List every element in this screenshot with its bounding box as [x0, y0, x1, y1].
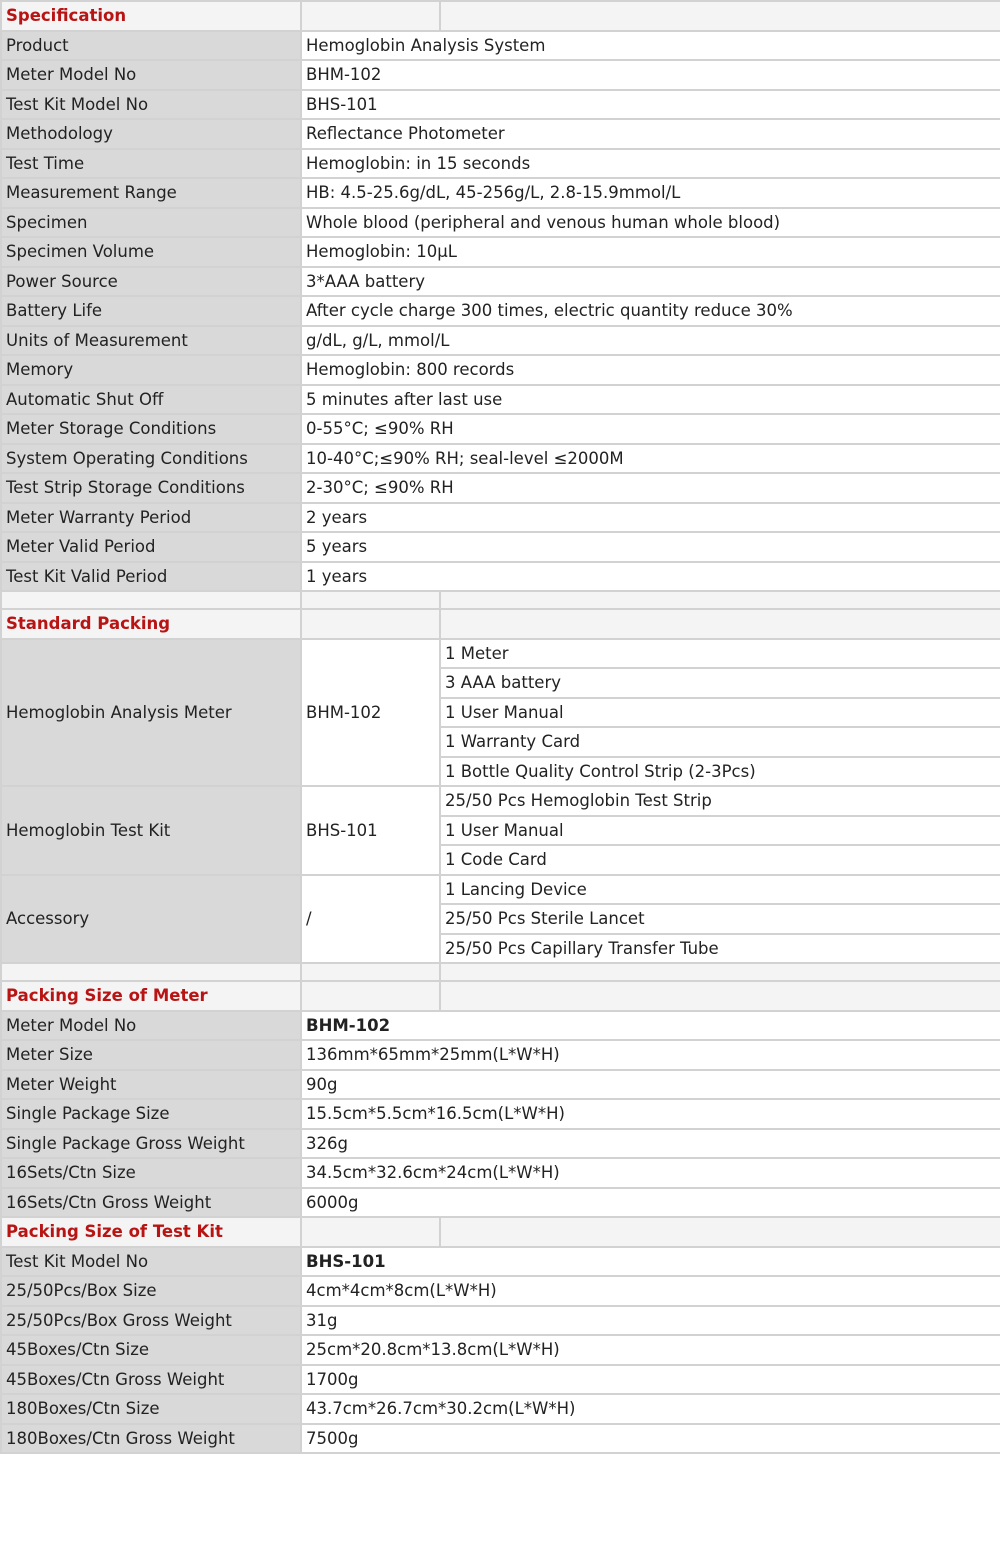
row-value: BHM-102 — [301, 1011, 1000, 1041]
row-value: g/dL, g/L, mmol/L — [301, 326, 1000, 356]
row-label: Measurement Range — [1, 178, 301, 208]
packing-item: 25/50 Pcs Sterile Lancet — [440, 904, 1000, 934]
packing-item: 1 Warranty Card — [440, 727, 1000, 757]
row-label: Meter Weight — [1, 1070, 301, 1100]
packing-item: 1 User Manual — [440, 698, 1000, 728]
row-value: 7500g — [301, 1424, 1000, 1454]
spacer-row — [1, 963, 1000, 981]
row-value: 34.5cm*32.6cm*24cm(L*W*H) — [301, 1158, 1000, 1188]
kit-row — [1, 1335, 1000, 1365]
packing-item: 1 User Manual — [440, 816, 1000, 846]
spec-row-power-source — [1, 267, 1000, 297]
row-value: 3*AAA battery — [301, 267, 1000, 297]
section-header-standard-packing — [1, 609, 1000, 639]
packing-row — [1, 786, 1000, 816]
packing-item: 1 Meter — [440, 639, 1000, 669]
kit-row — [1, 1247, 1000, 1277]
row-value: 326g — [301, 1129, 1000, 1159]
row-value: 136mm*65mm*25mm(L*W*H) — [301, 1040, 1000, 1070]
spec-row-strip-storage — [1, 473, 1000, 503]
packing-row — [1, 639, 1000, 669]
packing-item: 25/50 Pcs Hemoglobin Test Strip — [440, 786, 1000, 816]
packing-group-model: BHS-101 — [301, 786, 440, 875]
row-label: 45Boxes/Ctn Size — [1, 1335, 301, 1365]
row-value: Reflectance Photometer — [301, 119, 1000, 149]
row-label: Meter Model No — [1, 1011, 301, 1041]
section-title: Packing Size of Meter — [1, 981, 301, 1011]
kit-row — [1, 1306, 1000, 1336]
row-value: Whole blood (peripheral and venous human whole blood) — [301, 208, 1000, 238]
row-value: 43.7cm*26.7cm*30.2cm(L*W*H) — [301, 1394, 1000, 1424]
spec-row-meter-storage — [1, 414, 1000, 444]
packing-group-name: Accessory — [1, 875, 301, 964]
packing-row — [1, 875, 1000, 905]
packing-group-name: Hemoglobin Analysis Meter — [1, 639, 301, 787]
row-value: 0-55°C; ≤90% RH — [301, 414, 1000, 444]
row-value: HB: 4.5-25.6g/dL, 45-256g/L, 2.8-15.9mmol/L — [301, 178, 1000, 208]
row-value: 5 years — [301, 532, 1000, 562]
spec-row-units — [1, 326, 1000, 356]
packing-item: 3 AAA battery — [440, 668, 1000, 698]
row-value: Hemoglobin: in 15 seconds — [301, 149, 1000, 179]
meter-row — [1, 1158, 1000, 1188]
spec-row-meter-valid — [1, 532, 1000, 562]
row-label: Test Kit Valid Period — [1, 562, 301, 592]
row-label: Methodology — [1, 119, 301, 149]
row-label: Memory — [1, 355, 301, 385]
meter-row — [1, 1011, 1000, 1041]
row-label: Automatic Shut Off — [1, 385, 301, 415]
row-label: System Operating Conditions — [1, 444, 301, 474]
row-label: Test Time — [1, 149, 301, 179]
spec-row-kit-model — [1, 90, 1000, 120]
row-label: Test Strip Storage Conditions — [1, 473, 301, 503]
spec-row-kit-valid — [1, 562, 1000, 592]
row-label: 16Sets/Ctn Size — [1, 1158, 301, 1188]
row-label: Meter Valid Period — [1, 532, 301, 562]
row-label: Meter Warranty Period — [1, 503, 301, 533]
kit-row — [1, 1394, 1000, 1424]
section-title: Specification — [1, 1, 301, 31]
row-value: 6000g — [301, 1188, 1000, 1218]
row-value: 90g — [301, 1070, 1000, 1100]
spec-row-test-time — [1, 149, 1000, 179]
packing-group-name: Hemoglobin Test Kit — [1, 786, 301, 875]
row-label: 25/50Pcs/Box Size — [1, 1276, 301, 1306]
packing-group-model: / — [301, 875, 440, 964]
spec-row-battery-life — [1, 296, 1000, 326]
spec-row-operating — [1, 444, 1000, 474]
row-value: 2-30°C; ≤90% RH — [301, 473, 1000, 503]
section-header-specification — [1, 1, 1000, 31]
packing-item: 25/50 Pcs Capillary Transfer Tube — [440, 934, 1000, 964]
row-value: 1 years — [301, 562, 1000, 592]
section-header-kit-packing — [1, 1217, 1000, 1247]
row-value: Hemoglobin Analysis System — [301, 31, 1000, 61]
row-label: Meter Model No — [1, 60, 301, 90]
meter-row — [1, 1129, 1000, 1159]
packing-item: 1 Lancing Device — [440, 875, 1000, 905]
spec-row-memory — [1, 355, 1000, 385]
kit-row — [1, 1276, 1000, 1306]
row-label: Units of Measurement — [1, 326, 301, 356]
row-value: BHS-101 — [301, 1247, 1000, 1277]
row-label: Specimen — [1, 208, 301, 238]
row-label: 16Sets/Ctn Gross Weight — [1, 1188, 301, 1218]
row-value: BHM-102 — [301, 60, 1000, 90]
row-label: Single Package Size — [1, 1099, 301, 1129]
section-title: Standard Packing — [1, 609, 301, 639]
row-label: Test Kit Model No — [1, 90, 301, 120]
row-label: Single Package Gross Weight — [1, 1129, 301, 1159]
row-label: Power Source — [1, 267, 301, 297]
row-value: 4cm*4cm*8cm(L*W*H) — [301, 1276, 1000, 1306]
row-value: 5 minutes after last use — [301, 385, 1000, 415]
row-label: Meter Size — [1, 1040, 301, 1070]
row-label: Meter Storage Conditions — [1, 414, 301, 444]
spec-row-auto-shut-off — [1, 385, 1000, 415]
kit-row — [1, 1424, 1000, 1454]
row-label: 180Boxes/Ctn Size — [1, 1394, 301, 1424]
spec-row-warranty — [1, 503, 1000, 533]
row-value: Hemoglobin: 10μL — [301, 237, 1000, 267]
spec-row-methodology — [1, 119, 1000, 149]
row-value: 15.5cm*5.5cm*16.5cm(L*W*H) — [301, 1099, 1000, 1129]
row-label: 25/50Pcs/Box Gross Weight — [1, 1306, 301, 1336]
kit-row — [1, 1365, 1000, 1395]
row-label: 45Boxes/Ctn Gross Weight — [1, 1365, 301, 1395]
row-label: Specimen Volume — [1, 237, 301, 267]
spec-row-meter-model — [1, 60, 1000, 90]
row-label: Test Kit Model No — [1, 1247, 301, 1277]
section-header-meter-packing — [1, 981, 1000, 1011]
row-value: 1700g — [301, 1365, 1000, 1395]
row-label: Product — [1, 31, 301, 61]
row-value: 10-40°C;≤90% RH; seal-level ≤2000M — [301, 444, 1000, 474]
row-value: Hemoglobin: 800 records — [301, 355, 1000, 385]
packing-item: 1 Bottle Quality Control Strip (2-3Pcs) — [440, 757, 1000, 787]
meter-row — [1, 1070, 1000, 1100]
packing-item: 1 Code Card — [440, 845, 1000, 875]
spec-row-product — [1, 31, 1000, 61]
row-label: Battery Life — [1, 296, 301, 326]
packing-group-model: BHM-102 — [301, 639, 440, 787]
row-value: 25cm*20.8cm*13.8cm(L*W*H) — [301, 1335, 1000, 1365]
spec-row-measurement-range — [1, 178, 1000, 208]
row-value: 2 years — [301, 503, 1000, 533]
row-label: 180Boxes/Ctn Gross Weight — [1, 1424, 301, 1454]
row-value: 31g — [301, 1306, 1000, 1336]
spec-row-specimen — [1, 208, 1000, 238]
row-value: BHS-101 — [301, 90, 1000, 120]
row-value: After cycle charge 300 times, electric quantity reduce 30% — [301, 296, 1000, 326]
meter-row — [1, 1099, 1000, 1129]
spacer-row — [1, 591, 1000, 609]
section-title: Packing Size of Test Kit — [1, 1217, 301, 1247]
meter-row — [1, 1040, 1000, 1070]
spec-row-specimen-volume — [1, 237, 1000, 267]
meter-row — [1, 1188, 1000, 1218]
